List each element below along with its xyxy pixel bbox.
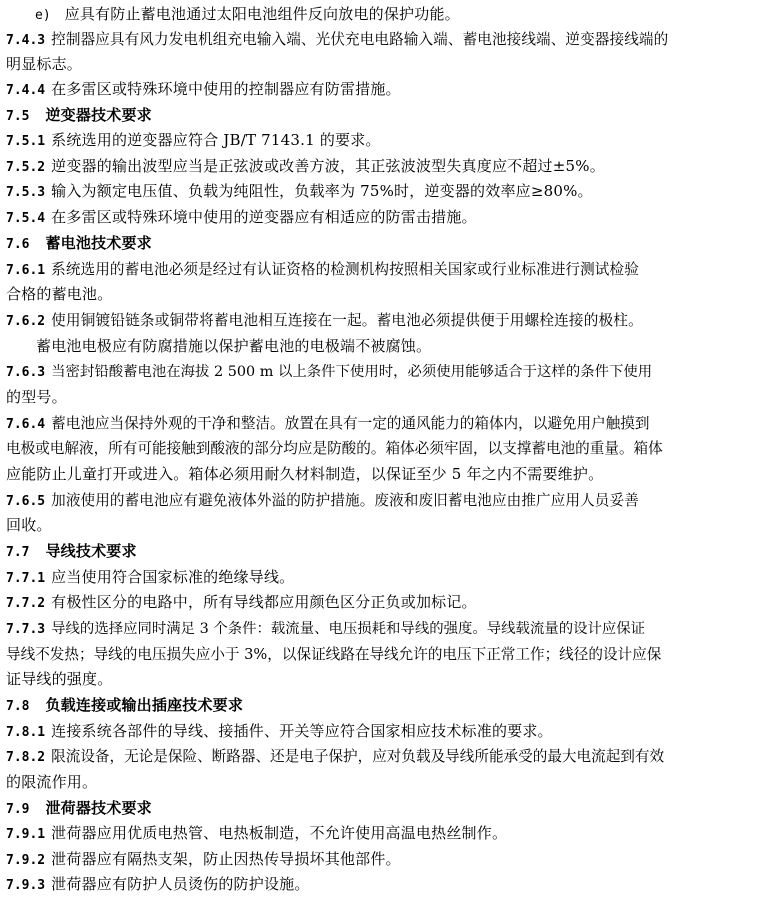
clause-7-5-3 <box>0 178 762 204</box>
clause-7-9-1 <box>0 820 762 846</box>
clause-text: 在多雷区或特殊环境中使用的逆变器应有相适应的防雷击措施。 <box>51 208 477 226</box>
clause-number: 7.9.1 <box>6 827 46 842</box>
clause-number: 7.9.3 <box>6 878 46 893</box>
clause-7-7-3 <box>0 615 762 641</box>
clause-text: 加液使用的蓄电池应有避免液体外溢的防护措施。废液和废旧蓄电池应由推广应用人员妥善 <box>51 492 639 509</box>
section-title: 泄荷器技术要求 <box>45 799 152 817</box>
section-number: 7.7 <box>6 545 30 560</box>
clause-continuation <box>0 333 762 359</box>
section-title: 蓄电池技术要求 <box>45 234 152 252</box>
clause-number: 7.6.2 <box>6 314 46 329</box>
section-heading-7-6 <box>0 230 762 256</box>
clause-continuation <box>0 512 762 538</box>
clause-text: 明显标志。 <box>6 55 83 73</box>
clause-7-6-5 <box>0 487 762 513</box>
clause-7-4-4 <box>0 76 762 102</box>
section-title: 负载连接或输出插座技术要求 <box>45 696 244 714</box>
clause-text: 当密封铅酸蓄电池在海拔 2 500 m 以上条件下使用时，必须使用能够适合于这样的条件下使用 <box>51 364 653 380</box>
clause-text: 泄荷器应有防护人员烫伤的防护设施。 <box>51 875 310 893</box>
clause-text: 的型号。 <box>6 388 67 406</box>
section-title: 逆变器技术要求 <box>45 106 152 124</box>
clause-number: 7.6.1 <box>6 263 46 278</box>
clause-continuation <box>0 641 762 667</box>
clause-text: 应当使用符合国家标准的绝缘导线。 <box>51 568 295 586</box>
clause-text: 电极或电解液，所有可能接触到酸液的部分均应是防酸的。箱体必须牢固，以支撑蓄电池的重量。箱体 <box>6 440 663 457</box>
clause-continuation <box>0 384 762 410</box>
clause-continuation <box>0 461 762 487</box>
clause-text: 限流设备，无论是保险、断路器、还是电子保护，应对负载及导线所能承受的最大电流起到有效 <box>51 748 665 765</box>
item-number: e) <box>35 8 51 23</box>
clause-text: 连接系统各部件的导线、接插件、开关等应符合国家相应技术标准的要求。 <box>51 722 553 740</box>
clause-7-4-3 <box>0 26 762 52</box>
clause-7-5-1 <box>0 127 762 153</box>
section-heading-7-5 <box>0 102 762 128</box>
clause-7-6-1 <box>0 256 762 282</box>
clause-number: 7.9.2 <box>6 853 46 868</box>
clause-7-6-2 <box>0 307 762 333</box>
section-heading-7-9 <box>0 795 762 821</box>
clause-text: 证导线的强度。 <box>6 670 113 688</box>
section-number: 7.5 <box>6 109 30 124</box>
clause-number: 7.5.2 <box>6 160 46 175</box>
item-text: 应具有防止蓄电池通过太阳电池组件反向放电的保护功能。 <box>64 5 460 23</box>
clause-7-7-1 <box>0 564 762 590</box>
clause-number: 7.4.3 <box>6 33 46 48</box>
clause-7-5-2 <box>0 153 762 179</box>
clause-number: 7.7.1 <box>6 571 46 586</box>
clause-number: 7.6.3 <box>6 365 46 380</box>
section-heading-7-8 <box>0 692 762 718</box>
clause-7-6-4 <box>0 410 762 436</box>
clause-number: 7.5.1 <box>6 134 46 149</box>
clause-text: 逆变器的输出波型应当是正弦波或改善方波，其正弦波波型失真度应不超过±5%。 <box>51 157 605 175</box>
clause-text: 回收。 <box>6 516 52 534</box>
clause-number: 7.7.3 <box>6 622 46 637</box>
clause-text: 使用铜镀铅链条或铜带将蓄电池相互连接在一起。蓄电池必须提供便于用螺栓连接的极柱。 <box>51 312 643 329</box>
section-title: 导线技术要求 <box>45 542 137 560</box>
clause-number: 7.6.4 <box>6 417 46 432</box>
clause-text: 蓄电池应当保持外观的干净和整洁。放置在具有一定的通风能力的箱体内，以避免用户触摸到 <box>51 415 650 432</box>
clause-number: 7.4.4 <box>6 83 46 98</box>
clause-text: 输入为额定电压值、负载为纯阻性，负载率为 75%时，逆变器的效率应≥80%。 <box>51 182 593 200</box>
section-number: 7.6 <box>6 237 30 252</box>
section-heading-7-7 <box>0 538 762 564</box>
section-number: 7.8 <box>6 699 30 714</box>
section-number: 7.9 <box>6 802 30 817</box>
clause-7-7-2 <box>0 589 762 615</box>
clause-text: 泄荷器应有隔热支架，防止因热传导损坏其他部件。 <box>51 850 401 868</box>
clause-text: 导线的选择应同时满足 3 个条件：载流量、电压损耗和导线的强度。导线载流量的设计应保证 <box>51 621 646 637</box>
clause-continuation <box>0 435 762 461</box>
clause-text: 系统选用的逆变器应符合 JB/T 7143.1 的要求。 <box>51 131 381 149</box>
clause-number: 7.5.3 <box>6 185 46 200</box>
clause-7-8-2 <box>0 743 762 769</box>
clause-number: 7.5.4 <box>6 211 46 226</box>
clause-continuation <box>0 769 762 795</box>
clause-7-9-2 <box>0 846 762 872</box>
clause-7-8-1 <box>0 718 762 744</box>
clause-text: 泄荷器应用优质电热管、电热板制造，不允许使用高温电热丝制作。 <box>51 824 508 842</box>
clause-text: 有极性区分的电路中，所有导线都应用颜色区分正负或加标记。 <box>51 593 477 611</box>
list-item-e <box>0 1 762 27</box>
clause-continuation <box>0 51 762 77</box>
clause-text: 系统选用的蓄电池必须是经过有认证资格的检测机构按照相关国家或行业标准进行测试检验 <box>51 261 639 278</box>
clause-7-6-3 <box>0 358 762 384</box>
clause-text: 控制器应具有风力发电机组充电输入端、光伏充电电路输入端、蓄电池接线端、逆变器接线端的 <box>51 31 669 48</box>
clause-continuation <box>0 281 762 307</box>
clause-number: 7.6.5 <box>6 494 46 509</box>
clause-continuation <box>0 666 762 692</box>
clause-text: 导线不发热；导线的电压损失应小于 3%，以保证线路在导线允许的电压下正常工作；线径的设计应保 <box>6 646 662 663</box>
clause-text: 合格的蓄电池。 <box>6 285 113 303</box>
clause-7-9-3 <box>0 871 762 897</box>
clause-7-5-4 <box>0 204 762 230</box>
clause-number: 7.8.2 <box>6 750 46 765</box>
clause-text: 的限流作用。 <box>6 773 98 791</box>
clause-text: 应能防止儿童打开或进入。箱体必须用耐久材料制造，以保证至少 5 年之内不需要维护。 <box>6 465 604 483</box>
clause-text: 在多雷区或特殊环境中使用的控制器应有防雷措施。 <box>51 80 401 98</box>
clause-number: 7.8.1 <box>6 725 46 740</box>
clause-number: 7.7.2 <box>6 596 46 611</box>
clause-text: 蓄电池电极应有防腐措施以保护蓄电池的电极端不被腐蚀。 <box>36 337 432 355</box>
